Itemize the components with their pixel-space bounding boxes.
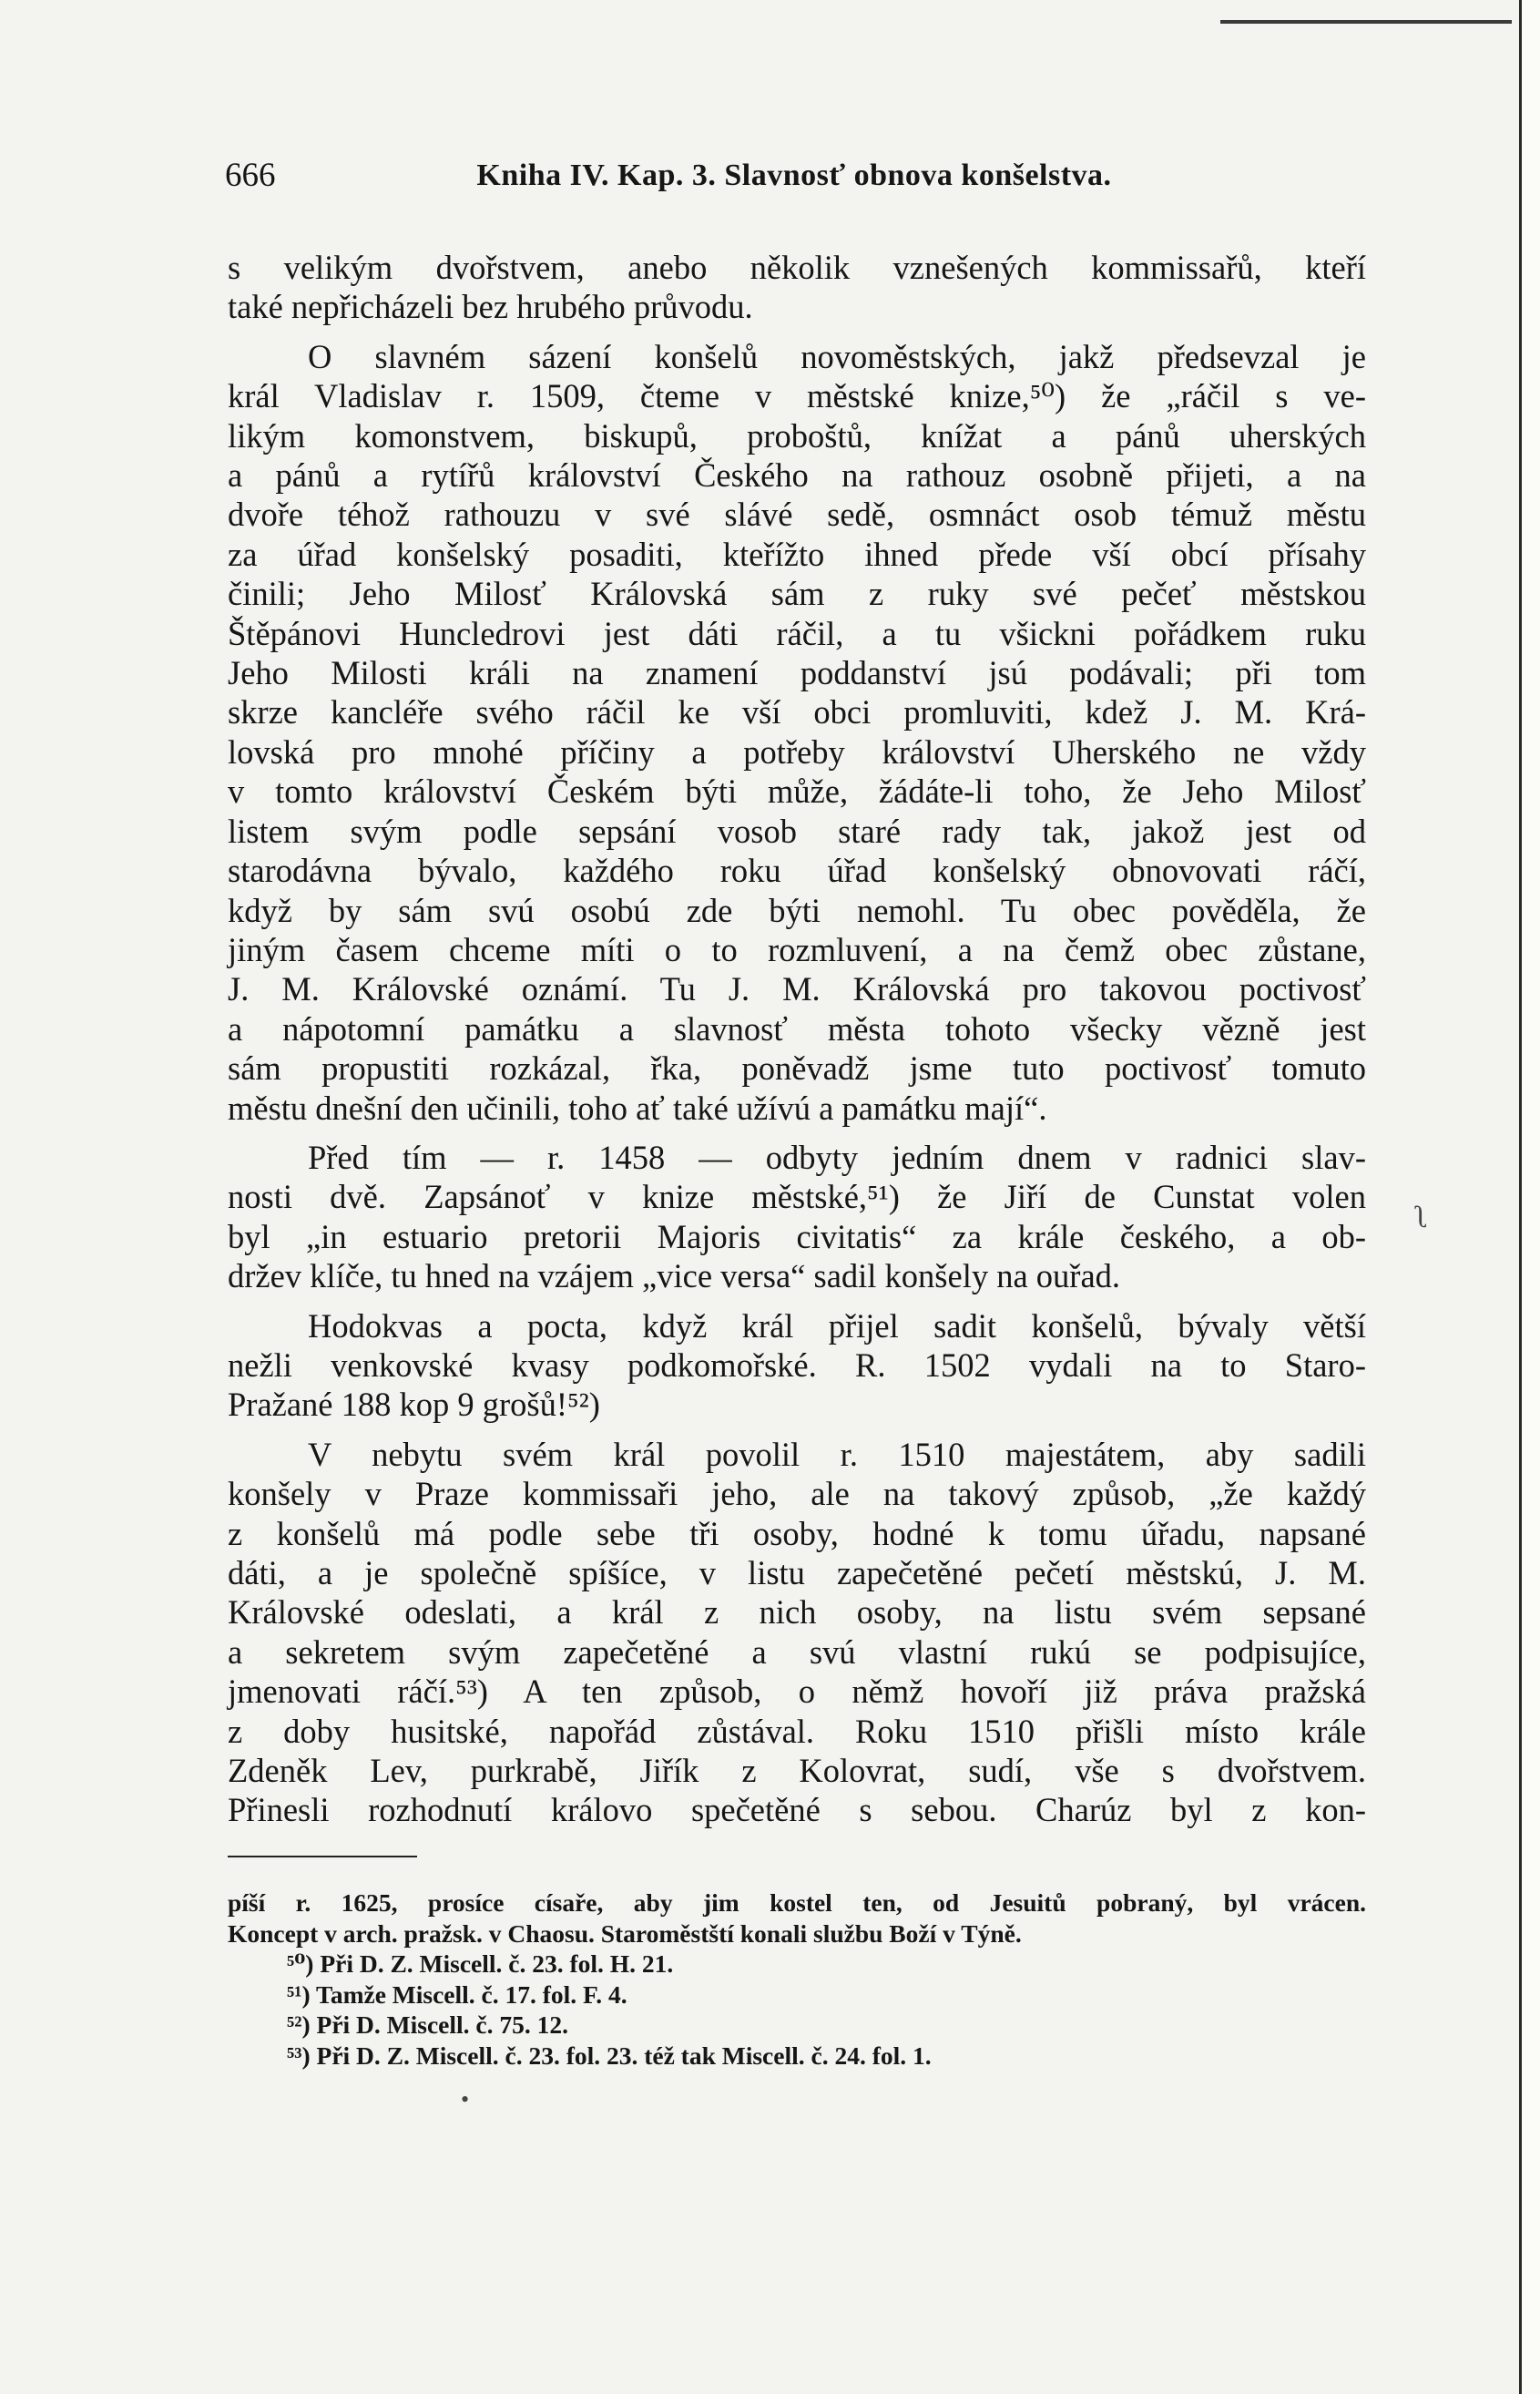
body-line: Přinesli rozhodnutí královo spečetěné s sebou. Charúz byl z kon-	[228, 1791, 1366, 1829]
body-line: král Vladislav r. 1509, čteme v městské knize,⁵⁰) že „ráčil s ve-	[228, 377, 1366, 415]
footnote-line: Koncept v arch. pražsk. v Chaosu. Staroměstští konali službu Boží v Týně.	[228, 1918, 1022, 1948]
stray-dot: •	[461, 2086, 470, 2113]
body-line: Hodokvas a pocta, když král přijel sadit konšelů, bývaly větší	[308, 1306, 1366, 1345]
body-line: jmenovati ráčí.⁵³) A ten způsob, o němž hovoří již práva pražská	[228, 1673, 1366, 1711]
body-line: starodávna bývalo, každého roku úřad konšelský obnovovati ráčí,	[228, 852, 1366, 890]
body-line: likým komonstvem, biskupů, proboštů, knížat a pánů uherských	[228, 416, 1366, 455]
body-line: a pánů a rytířů království Českého na rathouz osobně přijeti, a na	[228, 456, 1366, 495]
margin-mark: ʅ	[1415, 1201, 1429, 1234]
body-text	[228, 248, 1366, 1830]
body-line: Pražané 188 kop 9 grošů!⁵²)	[228, 1386, 600, 1424]
body-line: dáti, a je společně spíšíce, v listu zapečetěné pečetí městskú, J. M.	[228, 1554, 1366, 1591]
footnote-50: ⁵⁰) Při D. Z. Miscell. č. 23. fol. H. 21.	[287, 1949, 674, 1978]
body-line: O slavném sázení konšelů novoměstských, jakž předsevzal je	[308, 337, 1366, 375]
footnote-53: ⁵³) Při D. Z. Miscell. č. 23. fol. 23. též tak Miscell. č. 24. fol. 1.	[287, 2041, 932, 2070]
body-line: V nebytu svém král povolil r. 1510 majestátem, aby sadili	[308, 1435, 1366, 1473]
body-line: a nápotomní památku a slavnosť města tohoto všecky vězně jest	[228, 1009, 1366, 1048]
body-line: z konšelů má podle sebe tři osoby, hodné k tomu úřadu, napsané	[228, 1514, 1366, 1552]
body-line: lovská pro mnohé příčiny a potřeby království Uherského ne vždy	[228, 732, 1366, 771]
body-line: Před tím — r. 1458 — odbyty jedním dnem v radnici slav-	[308, 1138, 1366, 1176]
body-line: Štěpánovi Huncledrovi jest dáti ráčil, a tu všickni pořádkem ruku	[228, 614, 1366, 652]
body-line: J. M. Královské oznámí. Tu J. M. Královská pro takovou poctivosť	[228, 970, 1366, 1008]
body-line: v tomto království Českém býti může, žádáte-li toho, že Jeho Milosť	[228, 772, 1366, 811]
body-line: z doby husitské, napořád zůstával. Roku 1510 přišli místo krále	[228, 1712, 1366, 1750]
page-header	[225, 153, 1363, 199]
page-number: 666	[225, 157, 276, 194]
body-line: s velikým dvořstvem, anebo několik vznešených kommissařů, kteří	[228, 249, 1366, 286]
footnote-52: ⁵²) Při D. Miscell. č. 75. 12.	[287, 2010, 568, 2039]
body-line: činili; Jeho Milosť Královská sám z ruky své pečeť městskou	[228, 575, 1366, 613]
body-line: nežli venkovské kvasy podkomořské. R. 1502 vydali na to Staro-	[228, 1345, 1366, 1384]
body-line: nosti dvě. Zapsánoť v knize městské,⁵¹) že Jiří de Cunstat volen	[228, 1178, 1366, 1216]
footnote-line: píší r. 1625, prosíce císaře, aby jim kostel ten, od Jesuitů pobraný, byl vrácen.	[228, 1888, 1366, 1917]
top-rule	[1220, 20, 1512, 24]
footnotes	[228, 1888, 1366, 2071]
body-line: byl „in estuario pretorii Majoris civitatis“ za krále českého, a ob-	[228, 1217, 1366, 1255]
footnote-rule	[228, 1856, 417, 1857]
page-edge	[1519, 0, 1540, 2394]
body-line: držev klíče, tu hned na vzájem „vice versa“ sadil konšely na ouřad.	[228, 1257, 1121, 1295]
body-line: konšely v Praze kommissaři jeho, ale na takový způsob, „že každý	[228, 1475, 1366, 1513]
body-line: listem svým podle sepsání vosob staré rady tak, jakož jest od	[228, 812, 1366, 850]
body-line: sám propustiti rozkázal, řka, poněvadž jsme tuto poctivosť tomuto	[228, 1049, 1366, 1088]
body-line: skrze kancléře svého ráčil ke vší obci promluviti, kdež J. M. Krá-	[228, 693, 1366, 732]
body-line: a sekretem svým zapečetěné a svú vlastní rukú se podpisujíce,	[228, 1632, 1366, 1671]
body-line: také nepřicházeli bez hrubého průvodu.	[228, 288, 753, 326]
body-line: městu dnešní den učinili, toho ať také užívú a památku mají“.	[228, 1089, 1047, 1127]
body-line: Jeho Milosti králi na znamení poddanství jsú podávali; při tom	[228, 654, 1366, 692]
body-line: Zdeněk Lev, purkrabě, Jiřík z Kolovrat, sudí, vše s dvořstvem.	[228, 1752, 1366, 1790]
body-line: jiným časem chceme míti o to rozmluvení, a na čemž obec zůstane,	[228, 930, 1366, 968]
footnote-51: ⁵¹) Tamže Miscell. č. 17. fol. F. 4.	[287, 1980, 627, 2009]
body-line: dvoře téhož rathouzu v své slávé sedě, osmnáct osob témuž městu	[228, 496, 1366, 534]
running-title: Kniha IV. Kap. 3. Slavnosť obnova konšelstva.	[476, 159, 1112, 192]
body-line: za úřad konšelský posaditi, kteřížto ihned přede vší obcí přísahy	[228, 535, 1366, 573]
body-line: Královské odeslati, a král z nich osoby, na listu svém sepsané	[228, 1593, 1366, 1632]
body-line: když by sám svú osobú zde býti nemohl. Tu obec pověděla, že	[228, 891, 1366, 929]
